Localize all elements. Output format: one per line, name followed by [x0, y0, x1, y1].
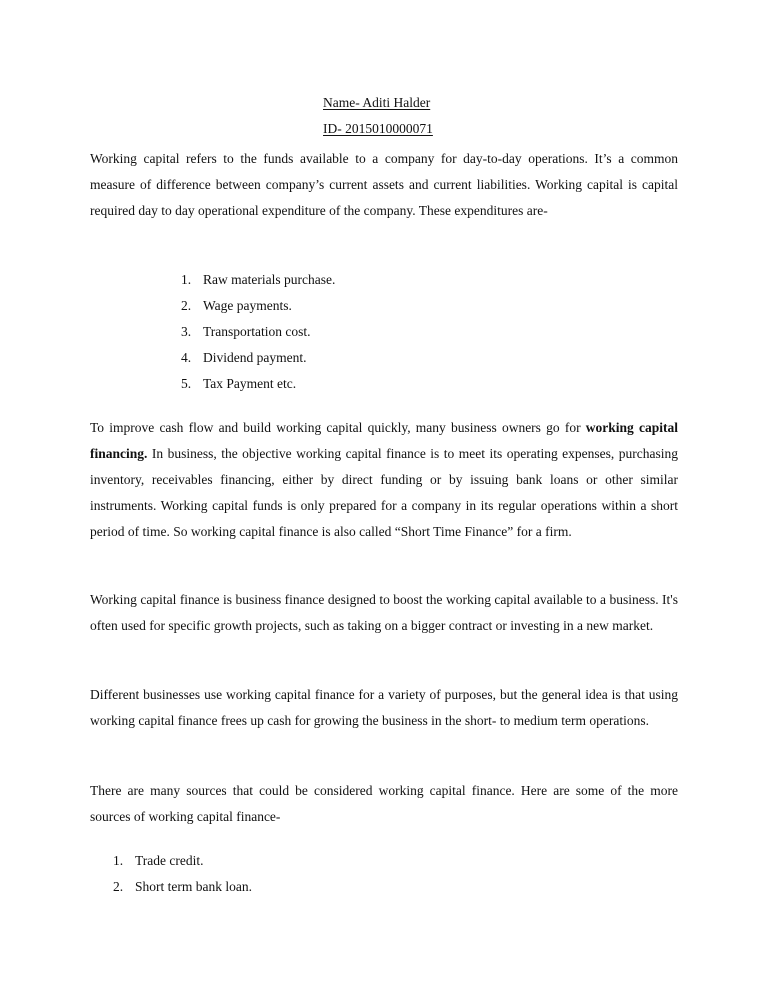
list-item: [181, 345, 335, 371]
list-item-number: 3.: [181, 324, 192, 339]
purposes-paragraph: Different businesses use working capital finance for a variety of purposes, but the general idea is that using working capital finance frees up cash for growing the business in the short- to medium term operations.: [90, 687, 678, 728]
list-item-number: 1.: [113, 853, 124, 868]
list-item: [181, 319, 335, 345]
list-item-text: Wage payments.: [203, 298, 292, 313]
list-item: [181, 267, 335, 293]
definition-paragraph: Working capital finance is business finance designed to boost the working capital available to a business. It's often used for specific growth projects, such as taking on a bigger contract or investing in a new market.: [90, 592, 678, 633]
list-item-text: Short term bank loan.: [135, 879, 252, 894]
list-item-number: 2.: [113, 879, 124, 894]
sources-intro-paragraph: There are many sources that could be considered working capital finance. Here are some of the more sources of working capital finance-: [90, 783, 678, 824]
expenditures-list: [181, 267, 335, 397]
student-name: Name- Aditi Halder: [323, 95, 431, 110]
financing-text-start: To improve cash flow and build working capital quickly, many business owners go for: [90, 420, 586, 435]
list-item-text: Raw materials purchase.: [203, 272, 336, 287]
financing-paragraph: [90, 415, 678, 545]
list-item-text: Transportation cost.: [203, 324, 311, 339]
list-item-number: 2.: [181, 298, 192, 313]
student-id: ID- 2015010000071: [323, 121, 433, 136]
list-item: [181, 371, 335, 397]
financing-text-end: In business, the objective working capital finance is to meet its operating expenses, purchasing inventory, receivables financing, either by direct funding or by issuing bank loans or other similar instruments. Working capital funds is only prepared for a company in its regular operations within a short period of time. So working capital finance is also called “Short Time Finance” for a firm.: [90, 446, 678, 539]
list-item-number: 1.: [181, 272, 192, 287]
list-item: [113, 874, 252, 900]
list-item-number: 5.: [181, 376, 192, 391]
list-item: [113, 848, 252, 874]
list-item-text: Tax Payment etc.: [203, 376, 297, 391]
list-item-text: Trade credit.: [135, 853, 204, 868]
intro-paragraph: Working capital refers to the funds available to a company for day-to-day operations. It’s a common measure of difference between company’s current assets and current liabilities. Working capital is capital required day to day operational expenditure of the company. These expenditures are-: [90, 151, 678, 218]
document-header: [323, 90, 433, 142]
list-item: [181, 293, 335, 319]
financing-bold-term: working capital financing.: [90, 420, 678, 461]
sources-list: [113, 848, 252, 900]
list-item-number: 4.: [181, 350, 192, 365]
list-item-text: Dividend payment.: [203, 350, 307, 365]
